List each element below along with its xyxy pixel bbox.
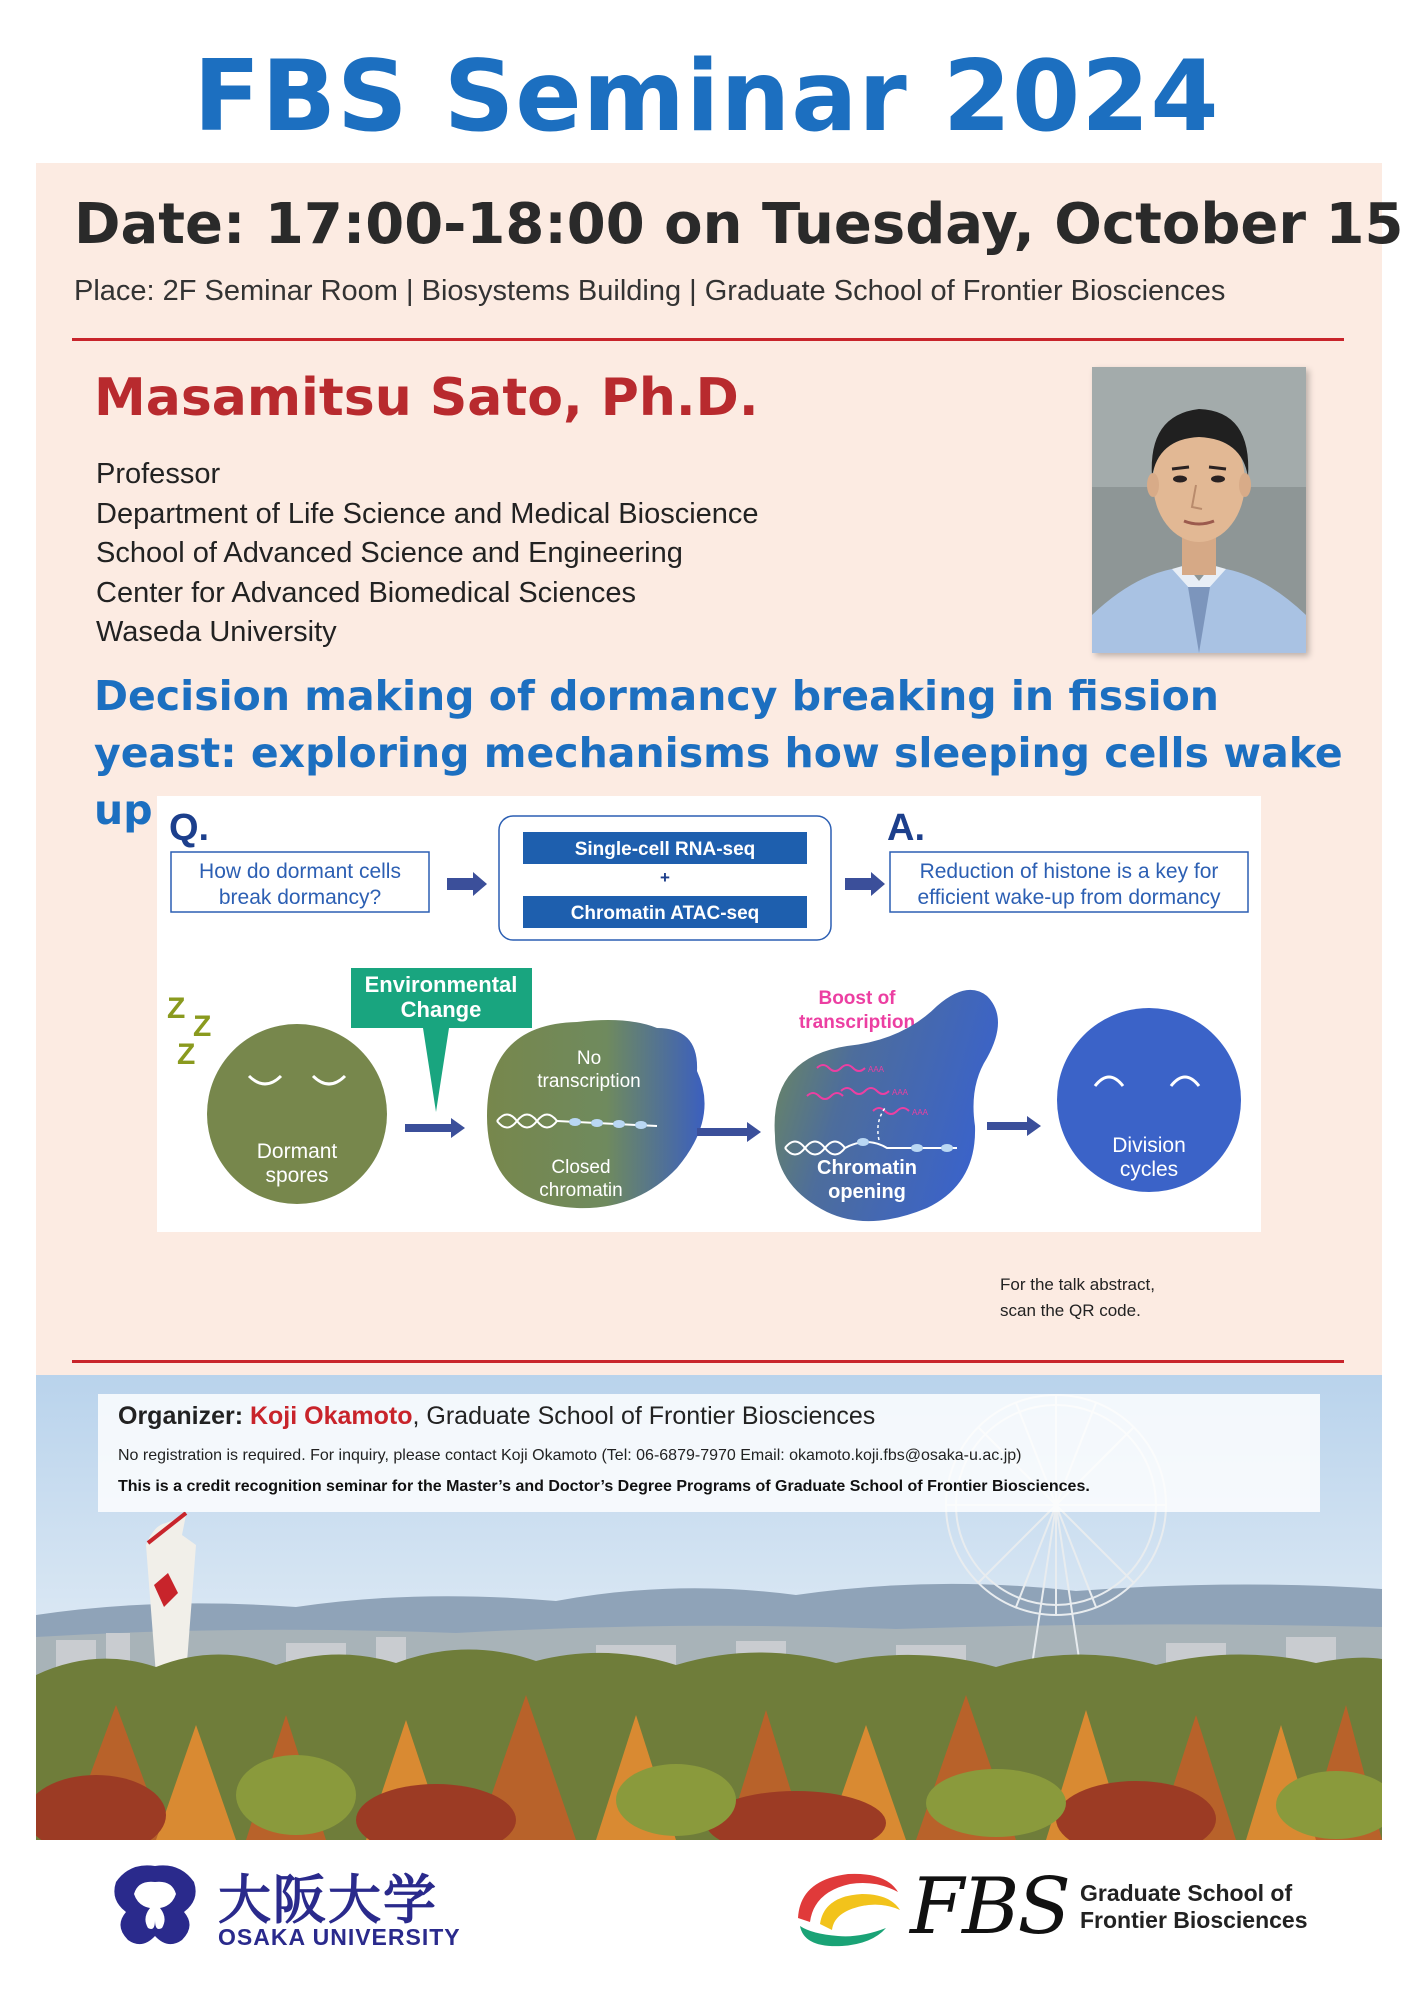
seminar-date: Date: 17:00-18:00 on Tuesday, October 15 (74, 192, 1404, 257)
organizer-name: Koji Okamoto (249, 1402, 413, 1430)
sleep-z: Z (193, 1010, 212, 1043)
speaker-name: Masamitsu Sato, Ph.D. (94, 368, 759, 428)
talk-title: Decision making of dormancy breaking in fission yeast: exploring mechanisms how sleeping cells wake up (94, 672, 1343, 834)
arrow-right (845, 872, 885, 896)
nucleosome-icon (911, 1144, 923, 1152)
osaka-university-en: OSAKA UNIVERSITY (218, 1924, 461, 1950)
arrow-right (697, 1122, 761, 1142)
sleep-z: Z (177, 1038, 196, 1071)
affiliation-line: Professor (96, 458, 221, 490)
arrow-right (447, 872, 487, 896)
qr-note-line: scan the QR code. (1000, 1301, 1141, 1320)
callout-text: Change (400, 997, 482, 1022)
spore-label: spores (265, 1164, 329, 1187)
boost-label: Boost of (818, 988, 896, 1009)
question-label: Q. (169, 807, 210, 849)
divider-top (72, 338, 1344, 341)
cell-label: No (576, 1048, 602, 1069)
qr-note-line: For the talk abstract, (1000, 1275, 1155, 1294)
cell-label: Chromatin (817, 1157, 917, 1179)
nucleosome-icon (857, 1138, 869, 1146)
speaker-affiliation (96, 455, 759, 653)
callout-text: Environmental (364, 972, 518, 997)
fbs-wordmark: FBS (910, 1862, 1069, 1952)
boost-label: transcription (798, 1012, 916, 1033)
nucleosome-icon (569, 1118, 581, 1126)
cell-label: Closed (551, 1157, 611, 1178)
organizer-affiliation: , Graduate School of Frontier Biosciences (412, 1402, 876, 1430)
fbs-school-name (1080, 1880, 1308, 1934)
poster-title: FBS Seminar 2024 (193, 40, 1220, 154)
affiliation-line: Department of Life Science and Medical Bioscience (96, 497, 759, 530)
polya-tail: AAA (892, 1088, 909, 1097)
nucleosome-icon (613, 1120, 625, 1128)
polya-tail: AAA (912, 1108, 929, 1117)
plus-sign: + (660, 868, 670, 887)
answer-text: Reduction of histone is a key for (919, 860, 1219, 883)
graphical-abstract (157, 796, 1261, 1232)
cell-label: Division (1112, 1134, 1186, 1157)
method-label: Single-cell RNA-seq (574, 839, 756, 860)
spore-label: Dormant (256, 1140, 338, 1163)
fbs-school-line: Frontier Biosciences (1080, 1907, 1308, 1933)
arrow-right (405, 1118, 465, 1138)
arrow-right (987, 1116, 1041, 1136)
divider-bottom (72, 1360, 1344, 1363)
organizer-line (118, 1402, 875, 1431)
cell-label: chromatin (539, 1180, 623, 1201)
affiliation-line: School of Advanced Science and Engineering (96, 537, 683, 569)
method-label: Chromatin ATAC-seq (570, 903, 760, 924)
cell-label: cycles (1119, 1158, 1179, 1181)
question-text: break dormancy? (218, 886, 382, 909)
qr-note (1000, 1272, 1155, 1324)
question-text: How do dormant cells (199, 860, 401, 883)
answer-text: efficient wake-up from dormancy (917, 886, 1221, 909)
credit-note: This is a credit recognition seminar for the Master’s and Doctor’s Degree Programs of Graduate School of Frontier Biosciences. (118, 1478, 1090, 1495)
nucleosome-icon (635, 1121, 647, 1129)
osaka-university-jp: 大阪大学 (218, 1870, 438, 1931)
osaka-university-logo-icon (110, 1860, 200, 1952)
cell-label: opening (828, 1181, 906, 1203)
seminar-place: Place: 2F Seminar Room | Biosystems Building | Graduate School of Frontier Biosciences (74, 275, 1226, 307)
affiliation-line: Waseda University (96, 616, 337, 648)
speaker-photo (1092, 367, 1306, 653)
sleep-z: Z (167, 992, 186, 1025)
nucleosome-icon (941, 1144, 953, 1152)
affiliation-line: Center for Advanced Biomedical Sciences (96, 576, 637, 609)
nucleosome-icon (591, 1119, 603, 1127)
organizer-label: Organizer: (118, 1402, 244, 1430)
cell-label: transcription (537, 1071, 641, 1092)
fbs-logo-icon (790, 1866, 906, 1950)
answer-label: A. (887, 807, 925, 849)
fbs-school-line: Graduate School of (1080, 1880, 1293, 1906)
polya-tail: AAA (868, 1065, 885, 1074)
inquiry-text: No registration is required. For inquiry, please contact Koji Okamoto (Tel: 06-6879-7970 Email: okamoto.koji.fbs@osaka-u.ac.jp) (118, 1447, 1022, 1464)
